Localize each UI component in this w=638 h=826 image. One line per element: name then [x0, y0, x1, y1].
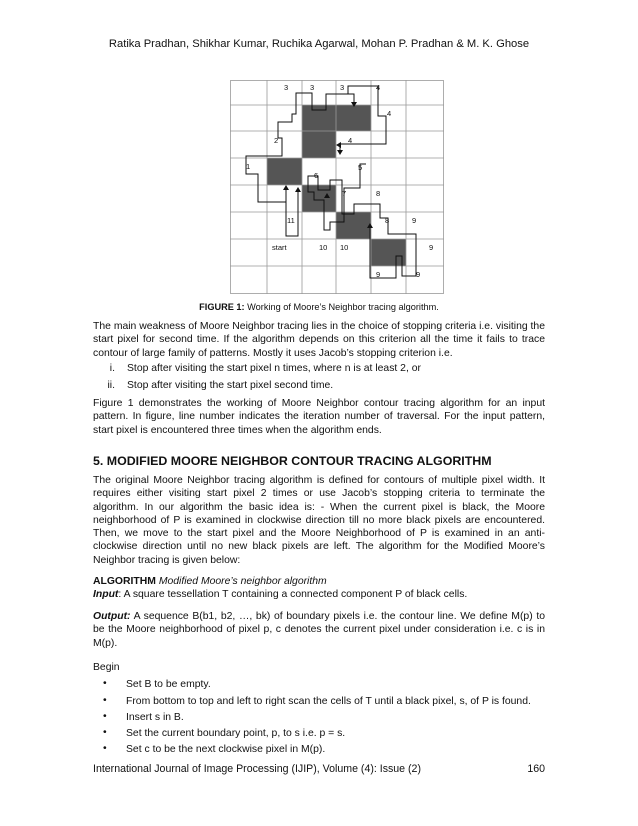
- grid-label: 11: [287, 216, 295, 225]
- journal-name: International Journal of Image Processing (IJIP), Volume (4): Issue (2): [93, 763, 421, 775]
- algorithm-output: [93, 610, 545, 650]
- black-pixel: [371, 239, 406, 266]
- grid-label: 2: [274, 136, 279, 145]
- grid-label: 3: [284, 83, 289, 92]
- algorithm-label: ALGORITHM: [93, 576, 156, 587]
- algorithm-step-text: Set the current boundary point, p, to s i.e. p = s.: [126, 728, 346, 739]
- black-pixel: [302, 185, 336, 212]
- list-item-text: Stop after visiting the start pixel n times, where n is at least 2, or: [127, 363, 421, 374]
- black-pixel: [336, 212, 371, 239]
- grid-label: 9: [416, 270, 421, 279]
- black-pixel: [302, 131, 336, 158]
- grid-label: 10: [319, 243, 328, 252]
- algorithm-title-line: [93, 575, 545, 588]
- algorithm-step-text: Set c to be the next clockwise pixel in M(p).: [126, 744, 326, 755]
- page-number: 160: [527, 763, 545, 775]
- algorithm-step-text: Insert s in B.: [126, 712, 184, 723]
- algorithm-input: [93, 588, 545, 601]
- grid-label: 4: [348, 136, 353, 145]
- black-pixel: [302, 105, 336, 131]
- grid-label: 4: [376, 83, 381, 92]
- grid-label: 9: [429, 243, 434, 252]
- grid-label: 9: [412, 216, 417, 225]
- algorithm-step-text: From bottom to top and left to right scan the cells of T until a black pixel, s, of P is found.: [126, 696, 531, 707]
- black-pixel: [336, 105, 371, 131]
- figure-caption-label: FIGURE 1:: [199, 302, 245, 312]
- input-text: : A square tessellation T containing a connected component P of black cells.: [118, 589, 468, 600]
- grid-label: 8: [376, 189, 381, 198]
- grid-label: 3: [310, 83, 315, 92]
- section-heading: 5. MODIFIED MOORE NEIGHBOR CONTOUR TRACING ALGORITHM: [93, 454, 492, 468]
- grid-label: 8: [385, 216, 390, 225]
- grid-label: 10: [340, 243, 349, 252]
- list-item-number: ii.: [107, 380, 115, 391]
- paragraph-modified-algorithm: The original Moore Neighbor tracing algorithm is defined for contours of multiple pixel width. It requires either visiting start pixel 2 times or use Jacob’s stopping criteria to terminate the algorithm. In our algorithm the basic idea is: - When the current pixel is black, the Moore neighborhood of P is examined in clockwise direction till no more black pixels are encountered. Then, we move to the start pixel and the Moore Neighborhood of P is examined in an anti-clockwise direction until no new black pixels are left. The algorithm for the Modified Moore’s Neighbor tracing is given below:: [93, 475, 545, 566]
- paragraph-figure-description: Figure 1 demonstrates the working of Moore Neighbor contour tracing algorithm for an input pattern. In figure, line number indicates the iteration number of traversal. For the input pattern, start pixel is encountered three times when the algorithm ends.: [93, 398, 545, 436]
- algorithm-step-text: Set B to be empty.: [126, 679, 211, 690]
- black-pixel: [267, 158, 302, 185]
- figure-caption: [0, 302, 638, 312]
- output-text: A sequence B(b1, b2, …, bk) of boundary pixels i.e. the contour line. We define M(p) to be the Moore neighborhood of pixel p, c denotes the current pixel under consideration i.e. c is in M(p).: [93, 611, 545, 649]
- paragraph-stopping-criteria: The main weakness of Moore Neighbor tracing lies in the choice of stopping criteria i.e. visiting the start pixel for second time. If the algorithm depends on this criterion all the time it fails to trace contour of large family of patterns. Mostly it uses Jacob’s stopping criterion i.e.: [93, 321, 545, 359]
- list-item-text: Stop after visiting the start pixel second time.: [127, 380, 334, 391]
- page-footer: [93, 763, 545, 775]
- grid-label: 3: [340, 83, 345, 92]
- input-label: Input: [93, 589, 119, 600]
- grid-label: 9: [376, 270, 381, 279]
- grid-label: 1: [246, 162, 251, 171]
- grid-label: start: [272, 243, 287, 252]
- algorithm-begin: Begin: [93, 662, 120, 673]
- grid-label: 7: [342, 189, 347, 198]
- grid-label: 5: [358, 163, 363, 172]
- moore-tracing-figure: [230, 80, 444, 294]
- algorithm-title: Modified Moore’s neighbor algorithm: [158, 576, 327, 587]
- grid-label: 6: [314, 171, 319, 180]
- figure-caption-text: Working of Moore’s Neighbor tracing algorithm.: [244, 302, 439, 312]
- running-header: Ratika Pradhan, Shikhar Kumar, Ruchika Agarwal, Mohan P. Pradhan & M. K. Ghose: [108, 38, 530, 50]
- grid-label: 4: [387, 109, 392, 118]
- output-label: Output:: [93, 611, 131, 622]
- list-item-number: i.: [109, 363, 115, 374]
- black-pixels: [267, 105, 406, 266]
